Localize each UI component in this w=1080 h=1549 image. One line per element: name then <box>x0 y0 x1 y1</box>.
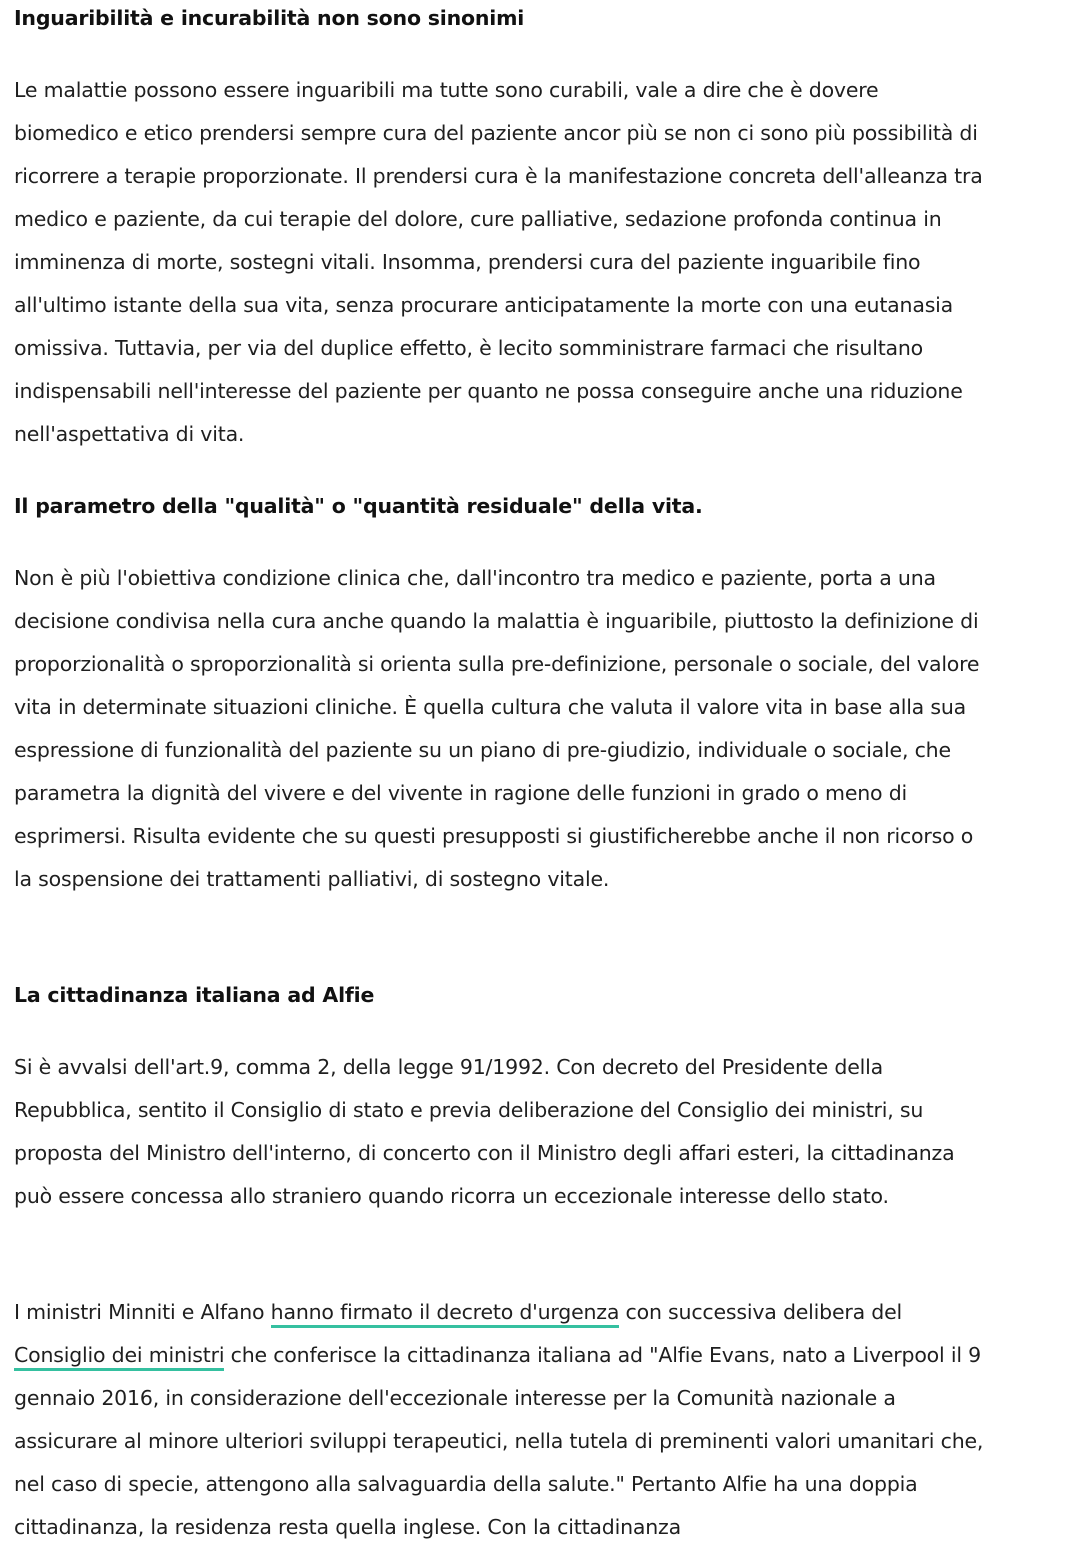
decreto-urgenza-link[interactable]: hanno firmato il decreto d'urgenza <box>271 1300 620 1328</box>
paragraph-qualita-vita: Non è più l'obiettiva condizione clinica che, dall'incontro tra medico e paziente, porta a una decisione condivisa nella cura anche quando la malattia è inguaribile, piuttosto la definizione di proporzionalità o sproporzionalità si orienta sulla pre-definizione, personale o sociale, del valore vita in determinate situazioni cliniche. È quella cultura che valuta il valore vita in base alla sua espressione di funzionalità del paziente su un piano di pre-giudizio, individuale o sociale, che parametra la dignità del vivere e del vivente in ragione delle funzioni in grado o meno di esprimersi. Risulta evidente che su questi presupposti si giustificherebbe anche il non ricorso o la sospensione dei trattamenti palliativi, di sostegno vitale. <box>14 566 980 891</box>
paragraph-text: I ministri Minniti e Alfano <box>14 1300 271 1324</box>
section-heading-qualita-vita: Il parametro della "qualità" o "quantità residuale" della vita. <box>14 494 703 518</box>
paragraph-text: che conferisce la cittadinanza italiana ad "Alfie Evans, nato a Liverpool il 9 gennaio 2016, in considerazione dell'eccezionale interesse per la Comunità nazionale a assicurare al minore ulteriori sviluppi terapeutici, nella tutela di preminenti valori umanitari che, nel caso di specie, attengono alla salvaguardia della salute." Pertanto Alfie ha una doppia cittadinanza, la residenza resta quella inglese. Con la cittadinanza <box>14 1343 984 1539</box>
consiglio-ministri-link[interactable]: Consiglio dei ministri <box>14 1343 224 1371</box>
paragraph-inguaribilita: Le malattie possono essere inguaribili ma tutte sono curabili, vale a dire che è dovere biomedico e etico prendersi sempre cura del paziente ancor più se non ci sono più possibilità di ricorrere a terapie proporzionate. Il prendersi cura è la manifestazione concreta dell'alleanza tra medico e paziente, da cui terapie del dolore, cure palliative, sedazione profonda continua in imminenza di morte, sostegni vitali. Insomma, prendersi cura del paziente inguaribile fino all'ultimo istante della sua vita, senza procurare anticipatamente la morte con una eutanasia omissiva. Tuttavia, per via del duplice effetto, è lecito somministrare farmaci che risultano indispensabili nell'interesse del paziente per quanto ne possa conseguire anche una riduzione nell'aspettativa di vita. <box>14 78 983 446</box>
paragraph-cittadinanza-decreto <box>14 1291 984 1549</box>
section-heading-cittadinanza: La cittadinanza italiana ad Alfie <box>14 983 375 1007</box>
section-heading-inguaribilita: Inguaribilità e incurabilità non sono sinonimi <box>14 6 525 30</box>
paragraph-text: con successiva delibera del <box>619 1300 903 1324</box>
paragraph-cittadinanza-legge: Si è avvalsi dell'art.9, comma 2, della legge 91/1992. Con decreto del Presidente della Repubblica, sentito il Consiglio di stato e previa deliberazione del Consiglio dei ministri, su proposta del Ministro dell'interno, di concerto con il Ministro degli affari esteri, la cittadinanza può essere concessa allo straniero quando ricorra un eccezionale interesse dello stato. <box>14 1055 955 1208</box>
